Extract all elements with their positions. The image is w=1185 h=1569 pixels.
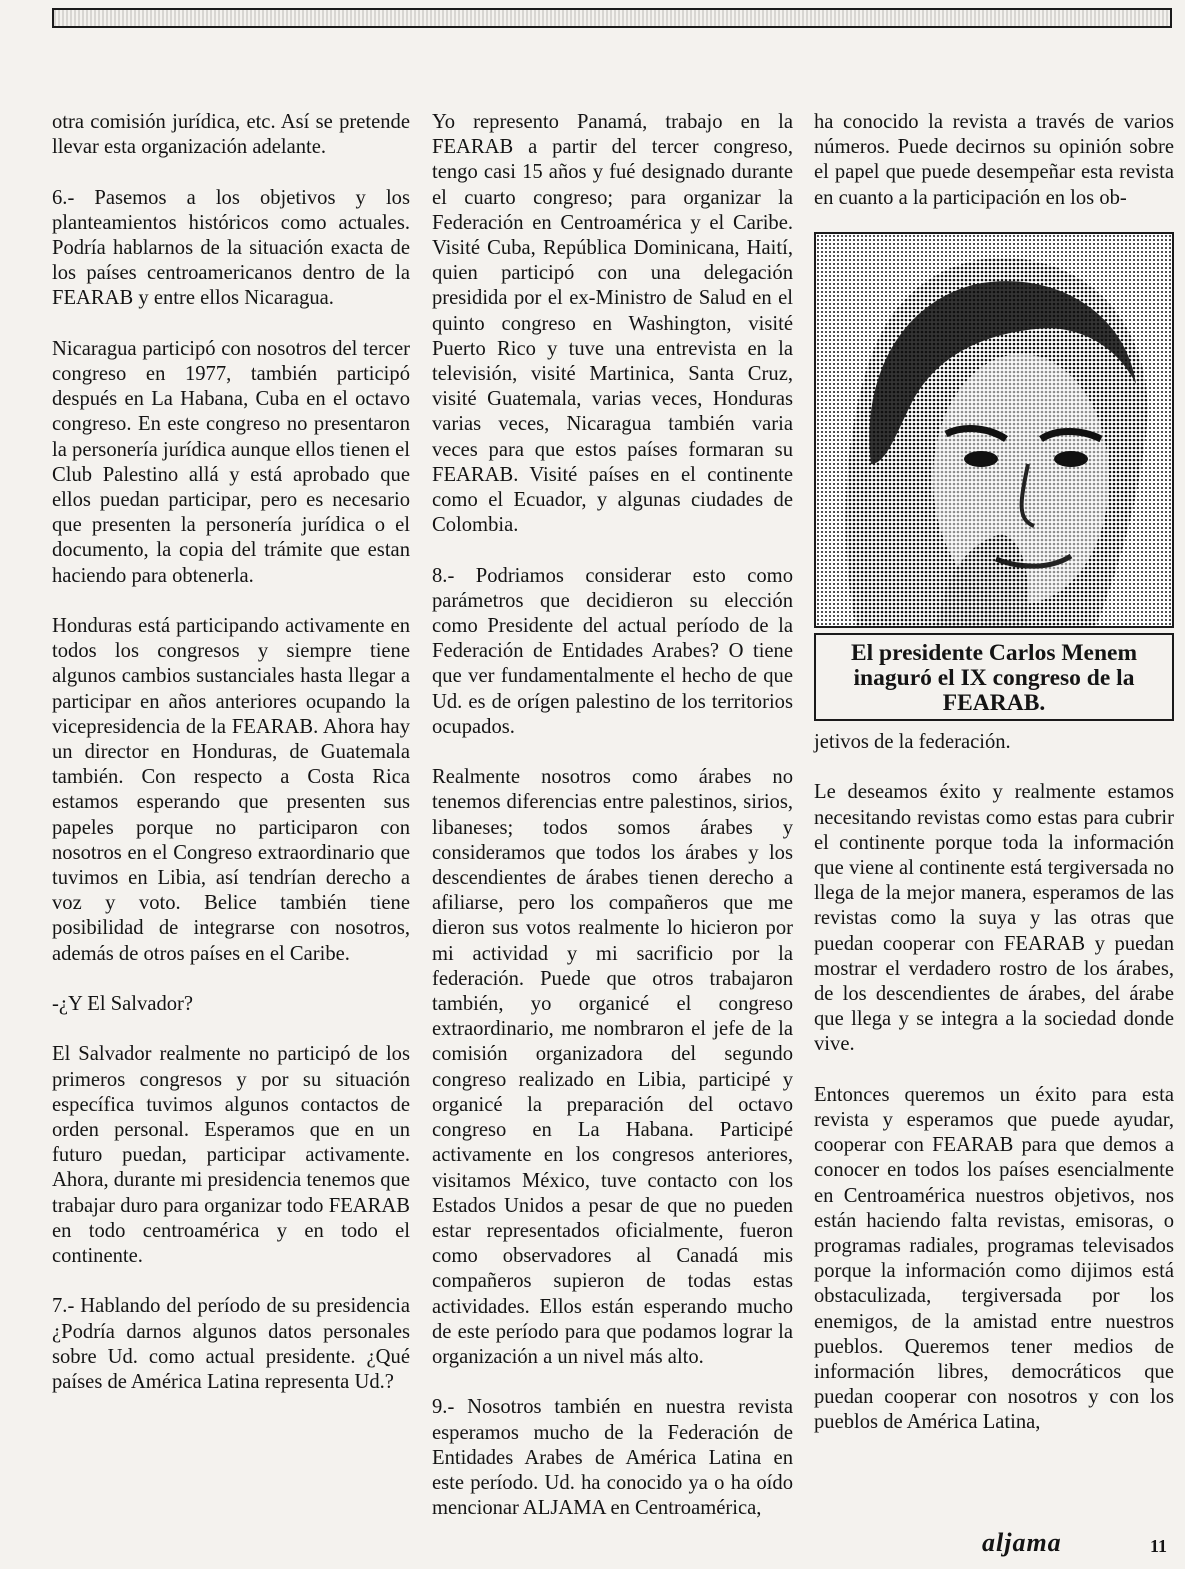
- paragraph: otra comisión jurídica, etc. Así se pretende llevar esta organización adelante.: [52, 111, 410, 159]
- article-column-2: [432, 110, 793, 1547]
- question-paragraph: 9.- Nosotros también en nuestra revista esperamos mucho de la Federación de Entidades Arabes de América Latina en este período. Ud. ha conocido ya o ha oído mencionar ALJAMA en Centroamérica,: [432, 1396, 793, 1520]
- question-paragraph: 6.- Pasemos a los objetivos y los planteamientos históricos como actuales. Podría hablarnos de la situación exacta de los países centroamericanos dentro de la FEARAB y entre ellos Nicaragua.: [52, 186, 410, 310]
- question-paragraph: -¿Y El Salvador?: [52, 993, 194, 1016]
- paragraph: Yo represento Panamá, trabajo en la FEARAB a partir del tercer congreso, tengo casi 15 años y fué designado durante el cuarto congreso; para organizar la Federación en Centroamérica y el Caribe. Visité Cuba, República Dominicana, Haití, quien participó con una delegación presidida por el ex-Ministro de Salud en el quinto congreso en Washington, visité Puerto Rico y tuve una entrevista en la televisión, visité Martinica, Santa Cruz, visité Guatemala, varias veces, Honduras varias veces, Nicaragua también varia veces para que estos países formaran su FEARAB. Visité países en el continente como el Ecuador, y algunas ciudades de Colombia.: [432, 111, 793, 537]
- paragraph: jetivos de la federación.: [814, 731, 1011, 753]
- question-paragraph: 8.- Podriamos considerar esto como parámetros que decidieron su elección como Presidente del actual período de la Federación de Entidades Arabes? O tiene que ver fundamentalmente el hecho de que Ud. es de orígen palestino de los territorios ocupados.: [432, 564, 793, 738]
- top-decorative-bar: [52, 8, 1172, 28]
- portrait-halftone-image: [816, 234, 1172, 626]
- page-number: 11: [1150, 1536, 1168, 1556]
- paragraph: ha conocido la revista a través de varios números. Puede decirnos su opinión sobre el papel que puede desempeñar esta revista en cuanto a la participación en los ob-: [814, 111, 1174, 209]
- article-column-1: [52, 110, 410, 1420]
- paragraph: Honduras está participando activamente en todos los congresos y siempre tiene algunos cambios sustanciales hasta llegar a participar en años anteriores ocupando la vicepresidencia de la FEARAB. Ahora hay un director en Honduras, de Guatemala también. Con respecto a Costa Rica estamos esperando que presenten sus papeles porque no participaron con nosotros en el Congreso extraordinario que tuvimos en Libia, así tendrían derecho a voz y voto. Belice también tiene posibilidad de integrarse con nosotros, además de otros países en el Caribe.: [52, 615, 410, 965]
- question-paragraph: 7.- Hablando del período de su presidencia ¿Podría darnos algunos datos personales sobre Ud. como actual presidente. ¿Qué países de América Latina representa Ud.?: [52, 1295, 410, 1394]
- paragraph: Entonces queremos un éxito para esta revista y esperamos que puede ayudar, cooperar con FEARAB para que demos a conocer en todos los países esencialmente en Centroamérica nuestros objetivos, nos están haciendo falta revistas, emisoras, o programas radiales, programas televisados porque la información como dijimos está obstaculizada, tergiversada por los enemigos, de la amistad entre nuestros pueblos. Queremos tener medios de información libres, democráticos que puedan cooperar con nosotros y con los pueblos de América Latina,: [814, 1083, 1174, 1434]
- article-column-3-top: [814, 110, 1174, 236]
- paragraph: Realmente nosotros como árabes no tenemos diferencias entre palestinos, sirios, libaneses; todos somos árabes y consideramos que todos los árabes y los descendientes de árabes tienen derecho a afiliarse, pero los compañeros que me dieron sus votos realmente lo hicieron por mi actividad y mi sacrificio por la federación. Puede que otros trabajaron también, yo organicé el congreso extraordinario, me nombraron el jefe de la comisión organizadora del segundo congreso realizado en Libia, participé y organicé la preparación del octavo congreso en La Habana. Participé activamente en los congresos anteriores, visitamos México, tuve contacto con los Estados Unidos a pesar de que no pueden estar representados oficialmente, fueron como observadores al Canadá mis compañeros supieron de todas estas actividades. Ellos están esperando mucho de este período para que podamos lograr la organización a un nivel más alto.: [432, 766, 793, 1368]
- magazine-brand: aljama: [982, 1528, 1062, 1557]
- photo-caption: El presidente Carlos Menem inaguró el IX congreso de la FEARAB.: [814, 633, 1174, 721]
- article-column-3-bottom: [814, 730, 1174, 1461]
- paragraph: Nicaragua participó con nosotros del tercer congreso en 1977, también participó después en La Habana, Cuba en el octavo congreso. En este congreso no presentaron la personería jurídica aunque ellos tienen el Club Palestino allá y está aprobado que ellos puedan participar, pero es necesario que presenten la personería jurídica o el documento, la copia del trámite que estan haciendo para obtenerla.: [52, 337, 410, 587]
- paragraph: El Salvador realmente no participó de los primeros congresos y por su situación específica tuvimos algunos contactos de orden personal. Esperamos que en un futuro puedan, participar activamente. Ahora, durante mi presidencia tenemos que trabajar duro para organizar todo FEARAB en todo centroamérica y en todo el continente.: [52, 1043, 410, 1268]
- paragraph: Le deseamos éxito y realmente estamos necesitando revistas como estas para cubrir el continente porque toda la información que viene al continente está tergiversada no llega de la mejor manera, esperamos de las revistas como la suya y las otras que puedan cooperar con FEARAB y puedan mostrar el verdadero rostro de los árabes, de los descendientes de árabes, del árabe que llega y se integra a la sociedad donde vive.: [814, 781, 1174, 1056]
- portrait-photo: [814, 232, 1174, 628]
